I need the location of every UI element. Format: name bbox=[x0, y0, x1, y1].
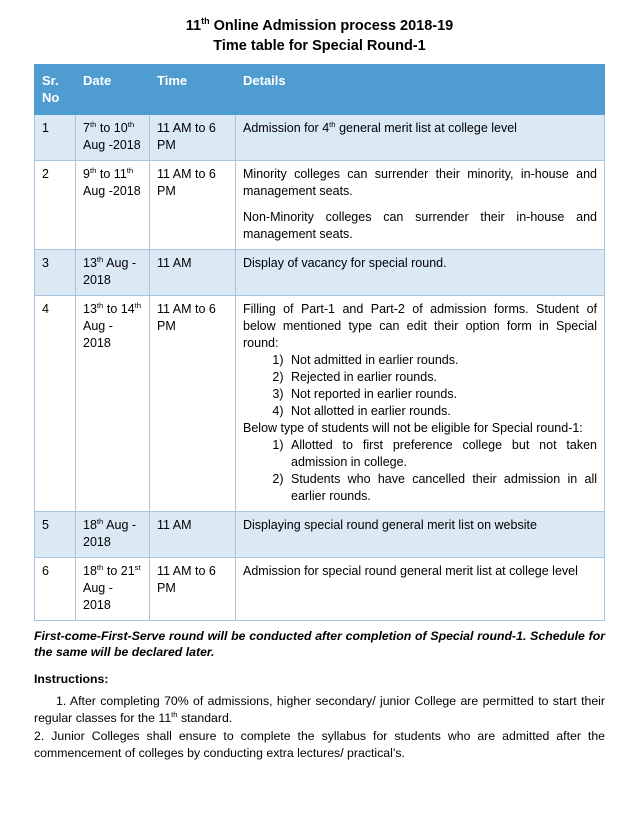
cell-time: 11 AM to 6 PM bbox=[150, 296, 236, 512]
list-item: 4. Not allotted in earlier rounds. bbox=[287, 403, 597, 420]
cell-details bbox=[236, 296, 605, 512]
column-header-details: Details bbox=[236, 65, 605, 115]
page-title bbox=[34, 16, 605, 56]
cell-date: 7th to 10th Aug -2018 bbox=[76, 115, 150, 161]
table-row bbox=[35, 250, 605, 296]
cell-date: 18th Aug - 2018 bbox=[76, 512, 150, 558]
cell-date: 9th to 11th Aug -2018 bbox=[76, 161, 150, 250]
cell-time: 11 AM to 6 PM bbox=[150, 115, 236, 161]
table-row bbox=[35, 296, 605, 512]
title-line-1-text: Online Admission process 2018-19 bbox=[209, 18, 454, 34]
details-paragraph: Non-Minority colleges can surrender their in-house and management seats. bbox=[243, 210, 597, 241]
cell-sr-no: 2 bbox=[35, 161, 76, 250]
list-item: 3. Not reported in earlier rounds. bbox=[287, 386, 597, 403]
table-row bbox=[35, 558, 605, 621]
column-header-sr-no: Sr. No bbox=[35, 65, 76, 115]
cell-time: 11 AM to 6 PM bbox=[150, 161, 236, 250]
list-item: 1. Not admitted in earlier rounds. bbox=[287, 352, 597, 369]
cell-sr-no: 5 bbox=[35, 512, 76, 558]
details-paragraph: Filling of Part-1 and Part-2 of admission forms. Student of below mentioned type can edit their option form in Special round: bbox=[243, 302, 597, 350]
details-sublist-eligible bbox=[243, 352, 597, 420]
cell-time: 11 AM bbox=[150, 512, 236, 558]
cell-sr-no: 1 bbox=[35, 115, 76, 161]
column-header-time: Time bbox=[150, 65, 236, 115]
title-number: 11 bbox=[185, 18, 202, 34]
instructions-heading: Instructions: bbox=[34, 672, 109, 686]
cell-time: 11 AM to 6 PM bbox=[150, 558, 236, 621]
cell-date: 13th Aug - 2018 bbox=[76, 250, 150, 296]
list-item: 2. Rejected in earlier rounds. bbox=[287, 369, 597, 386]
list-item: 2. Students who have cancelled their admission in all earlier rounds. bbox=[287, 471, 597, 505]
title-line-1 bbox=[186, 18, 453, 34]
table-row bbox=[35, 512, 605, 558]
instructions-list bbox=[34, 693, 605, 762]
column-header-date: Date bbox=[76, 65, 150, 115]
schedule-note: First-come-First-Serve round will be conducted after completion of Special round-1. Schedule for the same will be declared later. bbox=[34, 629, 605, 659]
schedule-table bbox=[34, 64, 605, 621]
cell-details: Admission for 4th general merit list at college level bbox=[236, 115, 605, 161]
cell-details: Admission for special round general merit list at college level bbox=[236, 558, 605, 621]
cell-date: 13th to 14th Aug - 2018 bbox=[76, 296, 150, 512]
details-paragraph: Minority colleges can surrender their minority, in-house and management seats. bbox=[243, 167, 597, 198]
cell-sr-no: 3 bbox=[35, 250, 76, 296]
cell-details: Displaying special round general merit list on website bbox=[236, 512, 605, 558]
cell-date: 18th to 21st Aug - 2018 bbox=[76, 558, 150, 621]
title-ordinal-suffix: th bbox=[201, 16, 210, 27]
table-row bbox=[35, 161, 605, 250]
cell-details bbox=[236, 161, 605, 250]
details-sublist-not-eligible bbox=[243, 437, 597, 505]
details-paragraph: Below type of students will not be eligible for Special round-1: bbox=[243, 421, 583, 435]
instruction-item-2: 2. Junior Colleges shall ensure to complete the syllabus for students who are admitted after the commencement of colleges by conducting extra lectures/ practical’s. bbox=[34, 729, 605, 760]
cell-time: 11 AM bbox=[150, 250, 236, 296]
list-item: 1. Allotted to first preference college but not taken admission in college. bbox=[287, 437, 597, 471]
table-row bbox=[35, 115, 605, 161]
cell-details: Display of vacancy for special round. bbox=[236, 250, 605, 296]
cell-sr-no: 4 bbox=[35, 296, 76, 512]
table-header-row bbox=[35, 65, 605, 115]
title-line-2: Time table for Special Round-1 bbox=[213, 38, 426, 54]
instruction-item-1: 1. After completing 70% of admissions, higher secondary/ junior College are permitted to start their regular classes for the 11th standard. bbox=[34, 694, 605, 725]
cell-sr-no: 6 bbox=[35, 558, 76, 621]
